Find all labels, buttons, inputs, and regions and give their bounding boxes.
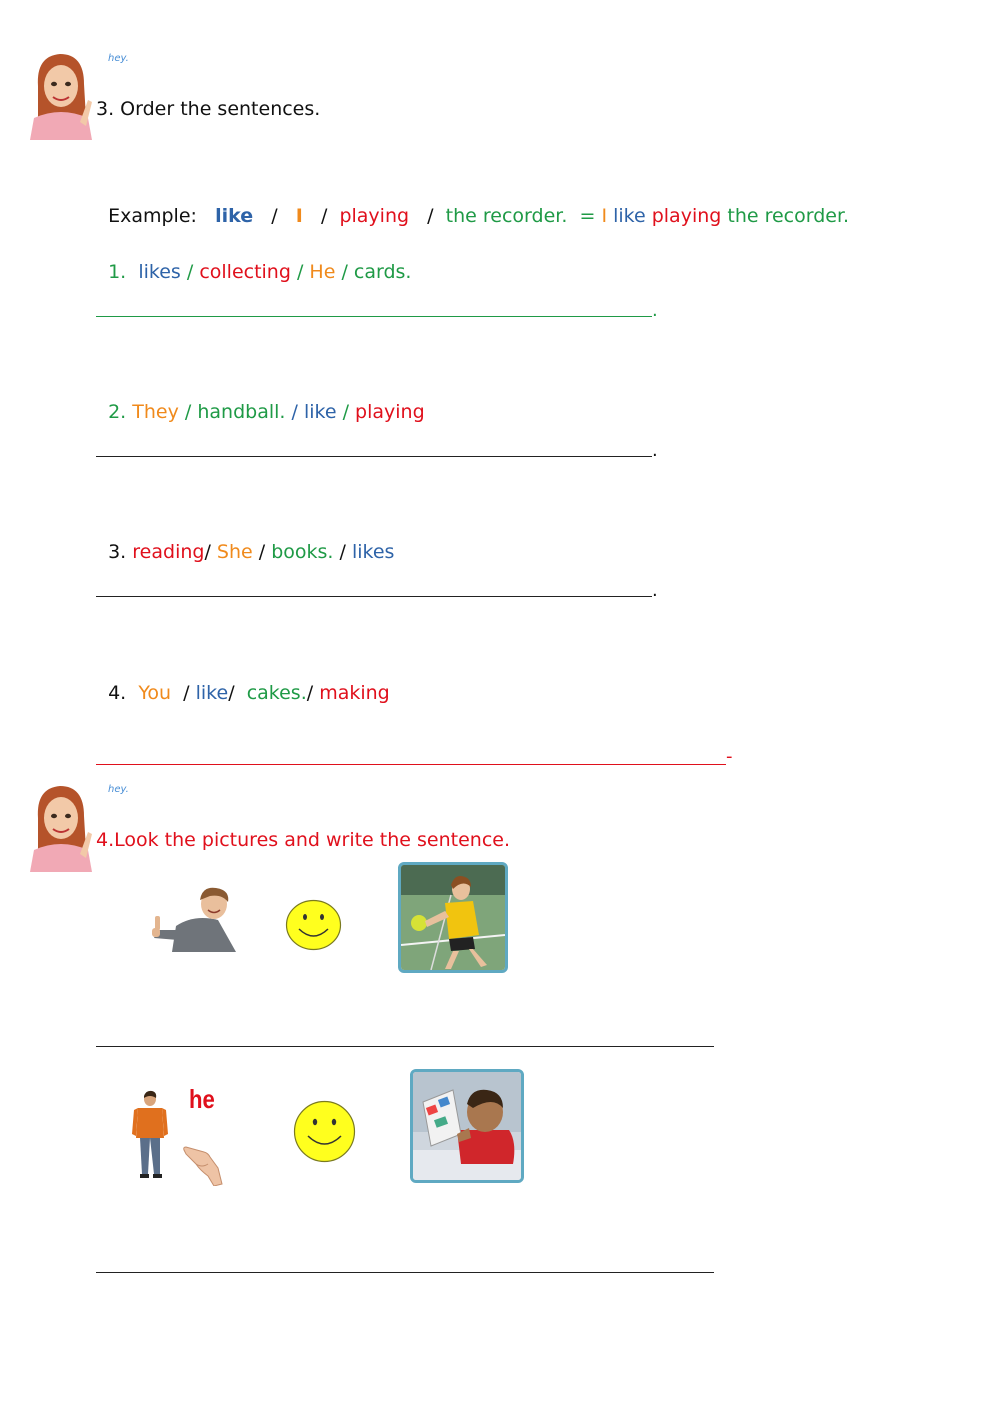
separator: / — [342, 401, 349, 423]
answer-line-4-end: - — [726, 746, 733, 767]
example-answer-like: like — [613, 205, 646, 227]
example-answer-i: I — [601, 205, 608, 227]
word-chip: books. — [271, 541, 334, 563]
he-label-text: he — [189, 1084, 215, 1114]
answer-line-1[interactable] — [96, 316, 652, 317]
separator: / — [258, 541, 266, 563]
item-number: 1. — [108, 261, 127, 283]
word-chip: handball. — [197, 401, 286, 423]
example-label: Example: — [108, 205, 197, 227]
boy-pointing-self-image — [152, 886, 238, 952]
answer-line-picture-2[interactable] — [96, 1272, 714, 1273]
example-answer-recorder: the recorder. — [727, 205, 850, 227]
example-answer-playing: playing — [651, 205, 722, 227]
smiley-face-icon — [293, 1100, 356, 1163]
word-chip: collecting — [199, 261, 291, 283]
hey-label-bottom: hey. — [108, 784, 129, 795]
word-chip: cakes. — [246, 682, 307, 704]
answer-line-1-end: . — [652, 300, 658, 321]
separator: / — [306, 682, 314, 704]
he-label — [189, 1084, 215, 1115]
word-chip: likes — [351, 541, 395, 563]
separator: / — [341, 261, 348, 283]
word-chip: likes — [138, 261, 181, 283]
sentence-item-3 — [96, 519, 394, 563]
separator: / — [204, 541, 211, 563]
item-number: 3. — [108, 541, 127, 563]
boy-reading-book-photo — [410, 1069, 524, 1183]
example-equals: = — [579, 205, 596, 227]
answer-line-4[interactable] — [96, 764, 726, 765]
word-chip: You — [138, 682, 172, 704]
answer-line-2[interactable] — [96, 456, 652, 457]
answer-line-3-end: . — [652, 580, 658, 601]
teacher-avatar-bottom — [30, 780, 92, 872]
separator: / — [291, 401, 298, 423]
separator: / — [184, 401, 192, 423]
word-chip: like — [303, 401, 337, 423]
answer-line-2-end: . — [652, 440, 658, 461]
sentence-item-1 — [96, 239, 411, 283]
example-word-playing: playing — [339, 205, 410, 227]
word-chip: reading — [132, 541, 205, 563]
separator: / — [186, 261, 194, 283]
girl-playing-handball-photo — [398, 862, 508, 973]
word-chip: playing — [355, 401, 425, 423]
example-word-recorder: the recorder. — [445, 205, 568, 227]
sentence-item-4 — [96, 660, 390, 704]
answer-line-3[interactable] — [96, 596, 652, 597]
teacher-avatar-top — [30, 48, 92, 140]
smiley-face-icon — [285, 899, 342, 951]
example-word-i: I — [295, 205, 303, 227]
item-number: 2. — [108, 401, 127, 423]
section-3-title: 3. Order the sentences. — [96, 98, 321, 120]
boy-standing-image — [130, 1090, 170, 1178]
word-chip: He — [309, 261, 336, 283]
separator: / — [339, 541, 346, 563]
word-chip: making — [319, 682, 390, 704]
separator: / — [296, 261, 304, 283]
pointing-hand-icon — [182, 1140, 224, 1186]
separator: / — [183, 682, 190, 704]
section-4-title: 4.Look the pictures and write the sentence. — [96, 829, 510, 851]
word-chip: She — [216, 541, 253, 563]
sentence-item-2 — [96, 379, 425, 423]
word-chip: like — [195, 682, 229, 704]
word-chip: They — [132, 401, 179, 423]
example-line: Example: like / I / playing / the recorder. = I like playing the recorder. — [108, 205, 850, 227]
word-chip: cards. — [353, 261, 412, 283]
hey-label-top: hey. — [108, 53, 129, 64]
item-number: 4. — [108, 682, 127, 704]
separator: / — [228, 682, 235, 704]
example-word-like: like — [215, 205, 254, 227]
answer-line-picture-1[interactable] — [96, 1046, 714, 1047]
